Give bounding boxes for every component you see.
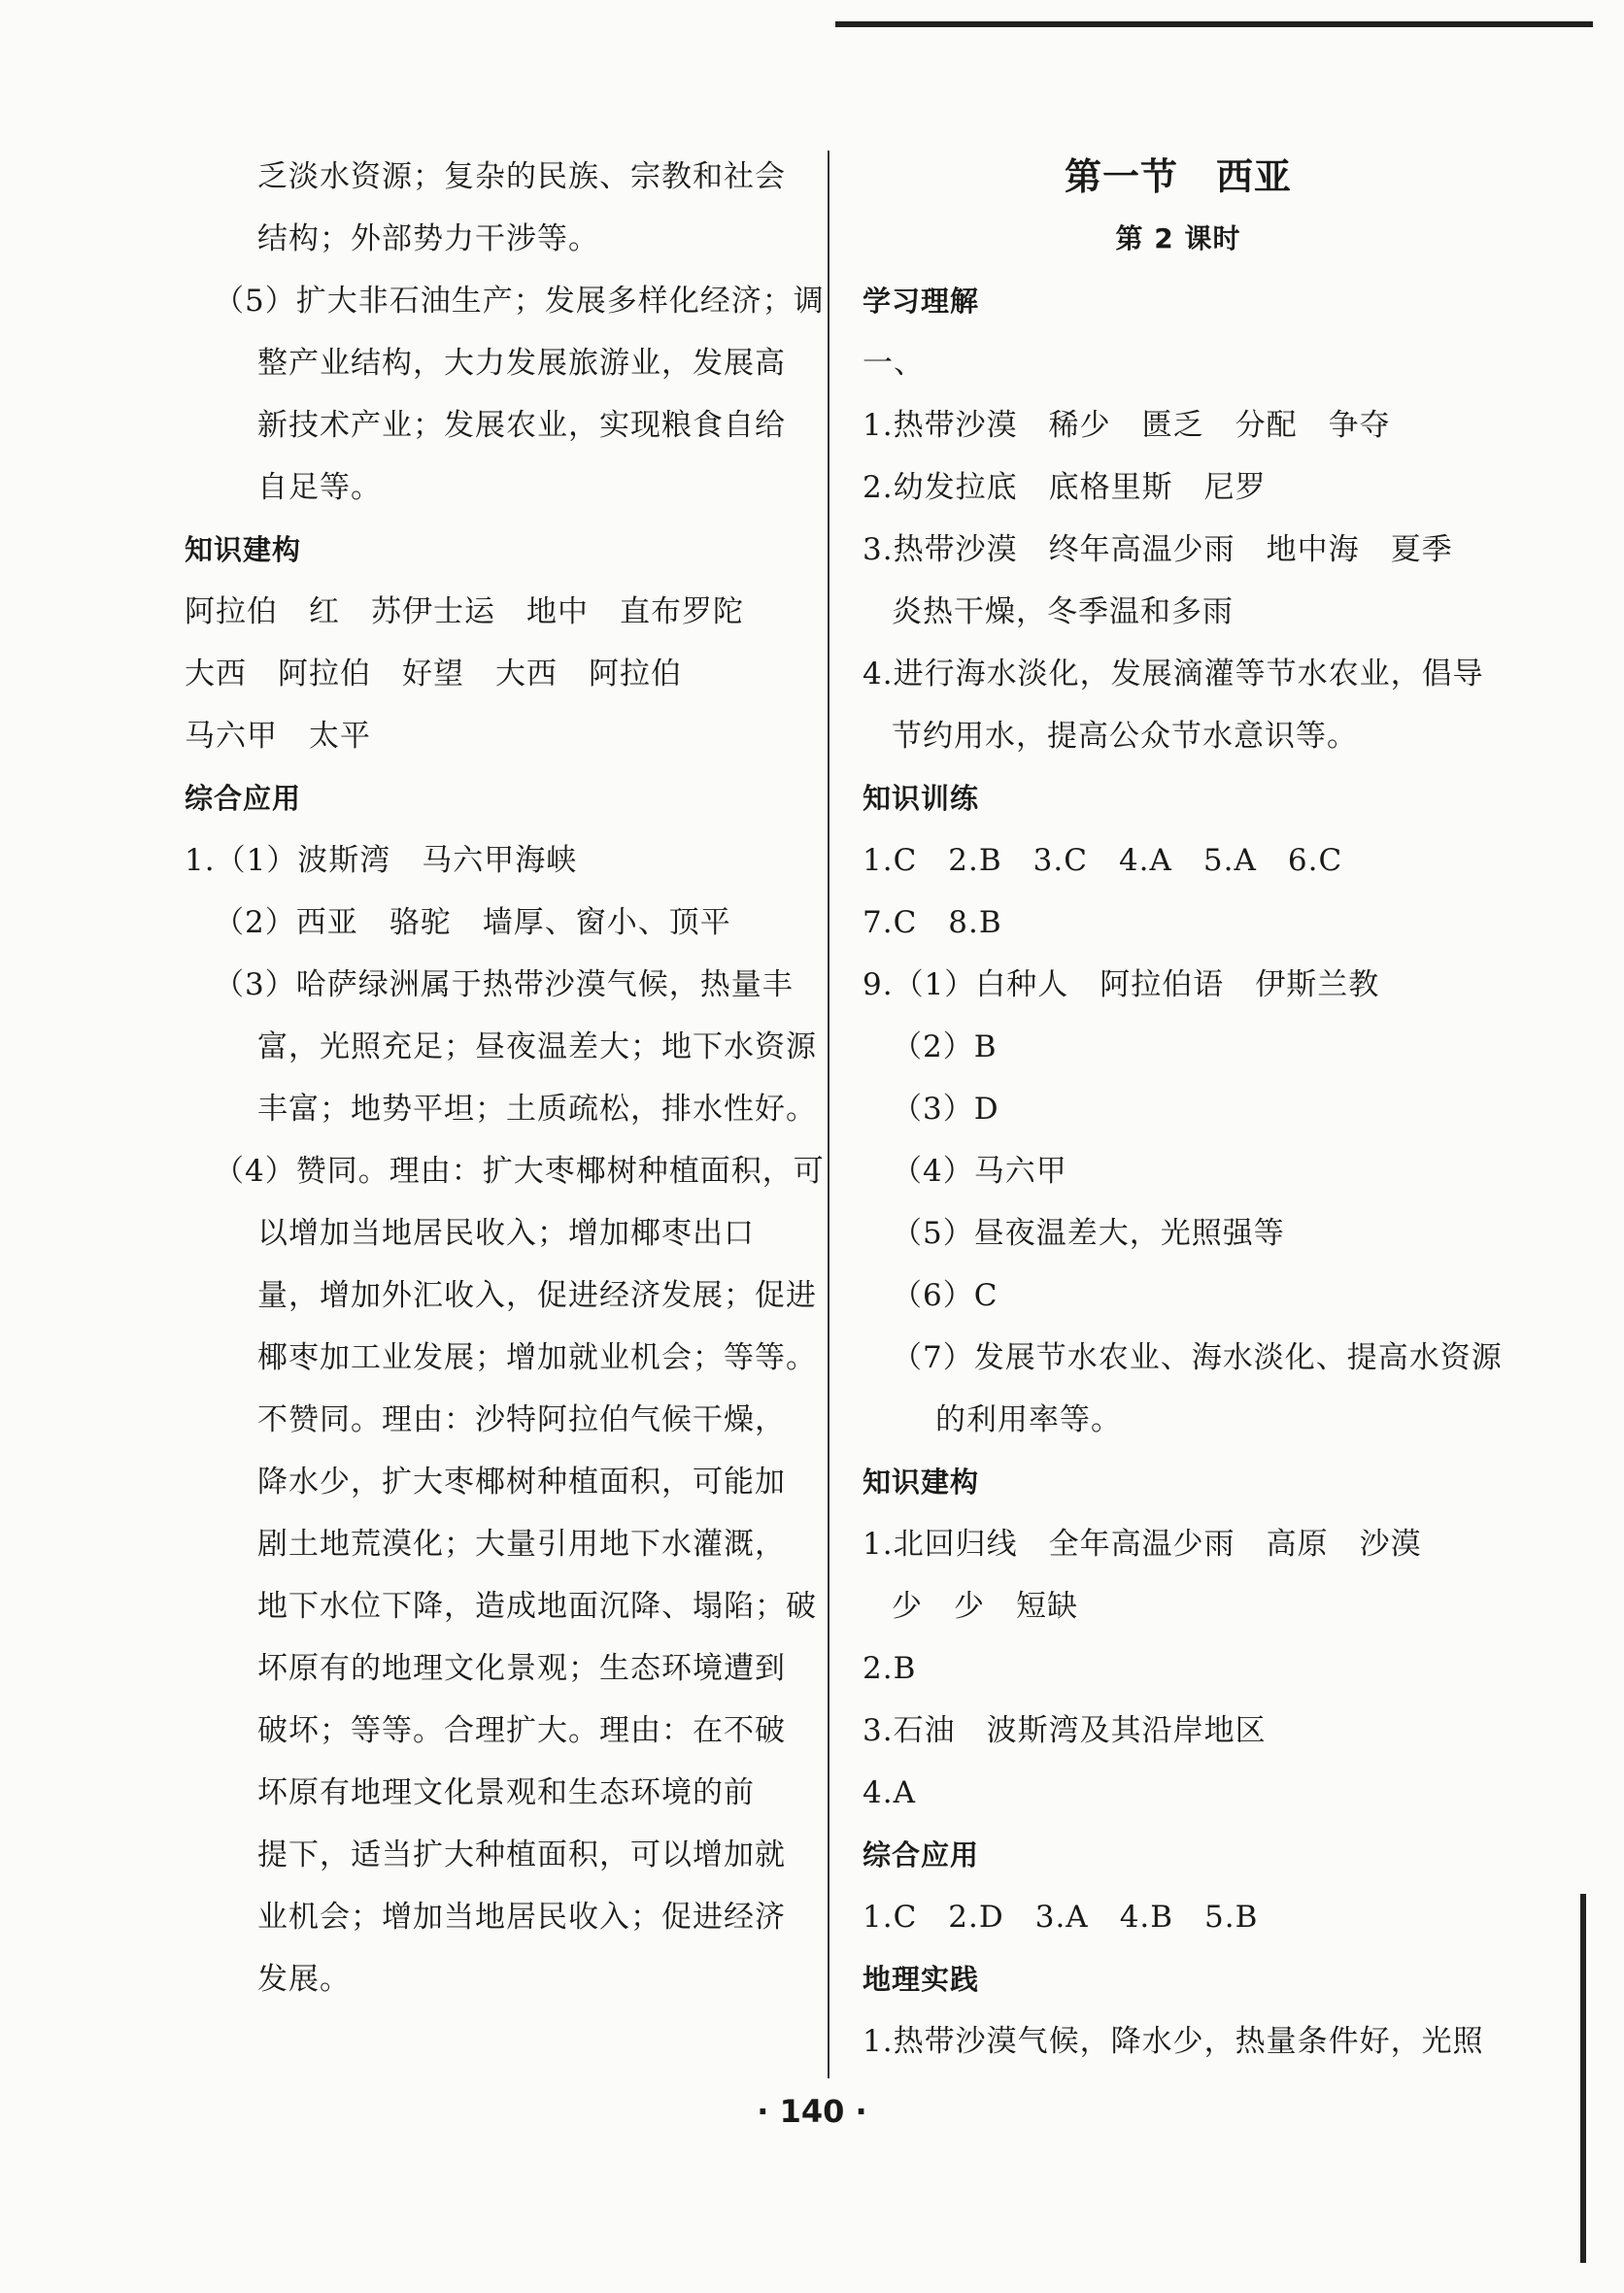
left-column [185,146,825,2010]
text-line: （3）哈萨绿洲属于热带沙漠气候，热量丰 [214,967,794,1002]
text-line: 3.石油 波斯湾及其沿岸地区 [863,1713,1267,1748]
text-line: 4.进行海水淡化，发展滴灌等节水农业，倡导 [863,657,1484,691]
text-line: 一、 [863,346,925,381]
top-rule [835,21,1593,27]
page-edge-mark [1580,1894,1586,2263]
text-line: 不赞同。理由：沙特阿拉伯气候干燥， [257,1402,786,1437]
text-line: （4）赞同。理由：扩大枣椰树种植面积，可 [214,1154,825,1189]
column-divider [828,151,829,2078]
text-line: （4）马六甲 [892,1154,1067,1189]
text-line: 发展。 [257,1962,351,1997]
text-line: （7）发展节水农业、海水淡化、提高水资源 [892,1340,1503,1375]
text-line: 2.幼发拉底 底格里斯 尼罗 [863,470,1267,505]
text-line: 提下，适当扩大种植面积，可以增加就 [257,1838,786,1872]
section-heading: 知识建构 [185,533,302,566]
text-line: 自足等。 [257,470,382,505]
text-line: 量，增加外汇收入，促进经济发展；促进 [257,1278,817,1313]
text-line: 3.热带沙漠 终年高温少雨 地中海 夏季 [863,532,1453,567]
section-heading: 地理实践 [863,1963,980,1996]
text-line: 剧土地荒漠化；大量引用地下水灌溉， [257,1527,786,1562]
text-line: 1.热带沙漠气候，降水少，热量条件好，光照 [863,2024,1484,2059]
text-line: 地下水位下降，造成地面沉降、塌陷；破 [257,1589,817,1624]
right-column [863,146,1503,2073]
text-line: （6）C [892,1278,998,1313]
section-heading: 第一节 西亚 [1064,155,1292,198]
text-line: 大西 阿拉伯 好望 大西 阿拉伯 [185,657,682,691]
text-line: 业机会；增加当地居民收入；促进经济 [257,1900,786,1935]
text-line: （2）西亚 骆驼 墙厚、窗小、顶平 [214,905,731,940]
text-line: 结构；外部势力干涉等。 [257,221,599,256]
text-line: 2.B [863,1651,917,1686]
text-line: 的利用率等。 [935,1402,1122,1437]
text-line: 炎热干燥，冬季温和多雨 [892,594,1234,629]
section-heading: 知识训练 [863,782,980,815]
text-line: 整产业结构，大力发展旅游业，发展高 [257,346,786,381]
section-heading: 综合应用 [863,1838,980,1871]
text-line: 椰枣加工业发展；增加就业机会；等等。 [257,1340,817,1375]
text-line: （5）扩大非石油生产；发展多样化经济；调 [214,284,825,319]
section-heading: 综合应用 [185,782,302,815]
text-line: 丰富；地势平坦；土质疏松，排水性好。 [257,1092,817,1127]
text-line: 阿拉伯 红 苏伊士运 地中 直布罗陀 [185,594,744,629]
text-line: 节约用水，提高公众节水意识等。 [892,719,1358,754]
section-heading: 第 2 课时 [1115,222,1241,254]
section-heading: 学习理解 [863,285,980,318]
text-line: 乏淡水资源；复杂的民族、宗教和社会 [257,159,786,194]
text-line: 新技术产业；发展农业，实现粮食自给 [257,408,786,443]
page-number: · 140 · [757,2093,867,2130]
text-line: 降水少，扩大枣椰树种植面积，可能加 [257,1465,786,1500]
text-line: 4.A [863,1775,916,1810]
text-line: 坏原有的地理文化景观；生态环境遭到 [257,1651,786,1686]
text-line: 1.C 2.D 3.A 4.B 5.B [863,1900,1259,1935]
text-line: 1.北回归线 全年高温少雨 高原 沙漠 [863,1527,1422,1562]
text-line: 7.C 8.B [863,905,1002,940]
text-line: 富，光照充足；昼夜温差大；地下水资源 [257,1029,817,1064]
text-line: 破坏；等等。合理扩大。理由：在不破 [257,1713,786,1748]
text-line: 马六甲 太平 [185,719,371,754]
text-line: 以增加当地居民收入；增加椰枣出口 [257,1216,755,1251]
text-line: 少 少 短缺 [892,1589,1078,1624]
text-line: 1.C 2.B 3.C 4.A 5.A 6.C [863,843,1343,878]
section-heading: 知识建构 [863,1466,980,1499]
text-line: 1.热带沙漠 稀少 匮乏 分配 争夺 [863,408,1391,443]
text-line: （5）昼夜温差大，光照强等 [892,1216,1285,1251]
text-line: 坏原有地理文化景观和生态环境的前 [257,1775,755,1810]
text-line: （3）D [892,1092,999,1127]
text-line: 1.（1）波斯湾 马六甲海峡 [185,843,578,878]
text-line: 9.（1）白种人 阿拉伯语 伊斯兰教 [863,967,1380,1002]
text-line: （2）B [892,1029,998,1064]
